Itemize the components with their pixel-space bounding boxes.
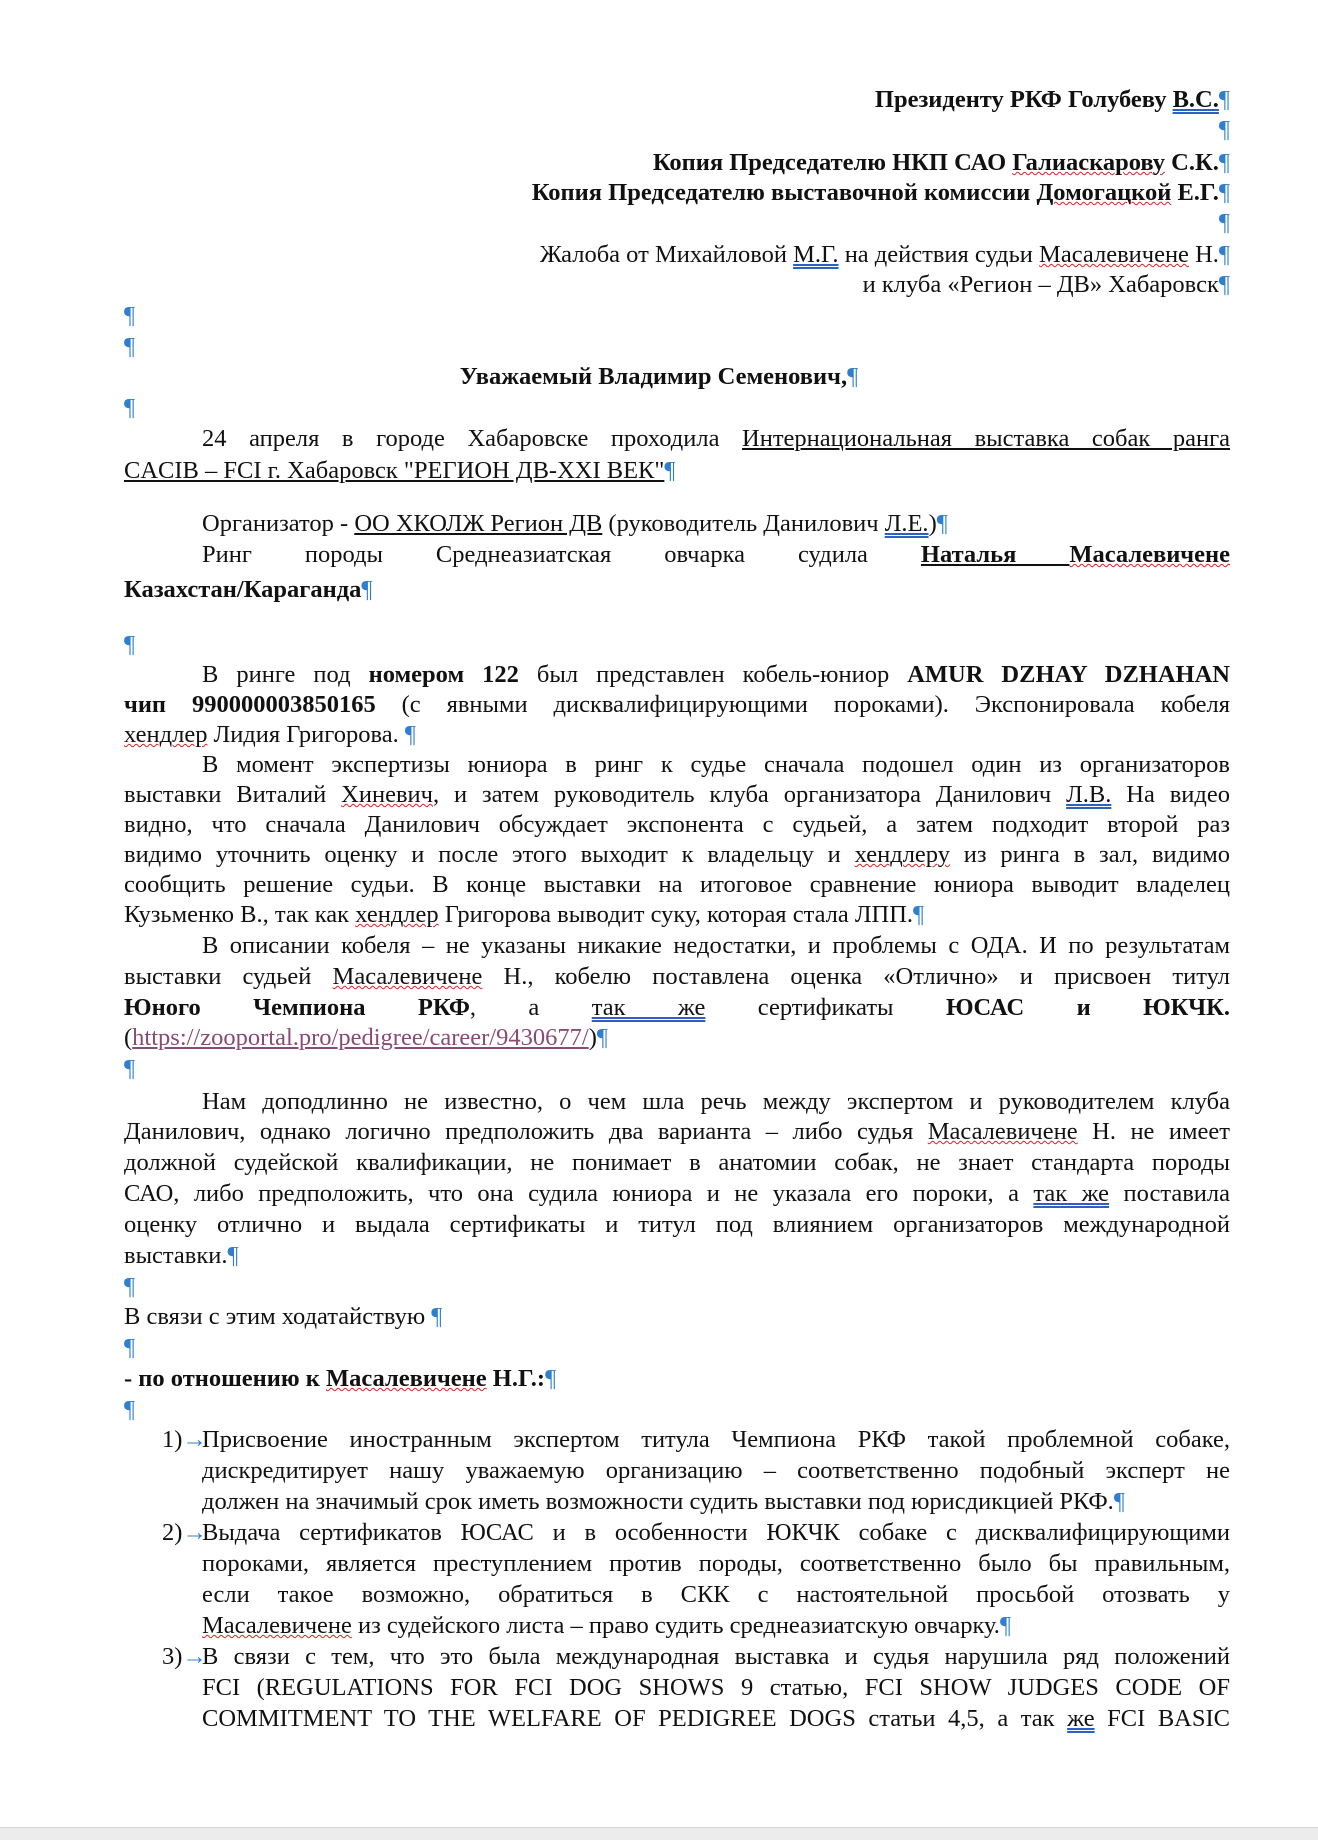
complaint-subject-line2: и клуба «Регион – ДВ» Хабаровск¶ [862, 271, 1230, 298]
zooportal-link[interactable]: https://zooportal.pro/pedigree/career/9430677/ [132, 1024, 589, 1051]
list-item-2-line4: Масалевичене из судейского листа – право судить среднеазиатскую овчарку.¶ [202, 1612, 1012, 1639]
empty-line: ¶ [124, 302, 136, 329]
paragraph-ring-judge-line2: Казахстан/Караганда¶ [124, 576, 373, 603]
greeting: Уважаемый Владимир Семенович,¶ [459, 363, 859, 390]
paragraph-ring-dog-line1: В ринге под номером 122 был представлен кобель-юниор AMUR DZHAY DZHAHAN [202, 661, 1230, 688]
page-bottom-edge [0, 1827, 1318, 1840]
paragraph-ring-judge-line1: Ринг породы Среднеазиатская овчарка судила Наталья Масалевичене [202, 541, 1230, 568]
list-item-2-line2: пороками, является преступлением против породы, соответственно было бы правильным, [202, 1550, 1230, 1577]
paragraph-conclusion-line2: Данилович, однако логично предположить два варианта – либо судья Масалевичене Н. не имеет [124, 1118, 1230, 1145]
list-item-3-line2: FCI (REGULATIONS FOR FCI DOG SHOWS 9 статью, FCI SHOW JUDGES CODE OF [202, 1674, 1230, 1701]
paragraph-expertise-line2: выставки Виталий Хиневич, и затем руководитель клуба организатора Данилович Л.В. На видео [124, 781, 1230, 808]
list-item-3-line1: В связи с тем, что это была международная выставка и судья нарушила ряд положений [202, 1643, 1230, 1670]
complaint-subject: Жалоба от Михайловой М.Г. на действия судьи Масалевичене Н.¶ [539, 241, 1230, 268]
addressee-president: Президенту РКФ Голубеву В.С.¶ [874, 86, 1230, 113]
empty-line: ¶ [124, 631, 136, 658]
list-item-2-line1: Выдача сертификатов ЮСАС и в особенности ЮКЧК собаке с дисквалифицирующими [202, 1519, 1230, 1546]
paragraph-conclusion-line3: должной судейской квалификации, не понимает в анатомии собак, не знает стандарта породы [124, 1149, 1230, 1176]
paragraph-expertise-line5: сообщить решение судьи. В конце выставки на итоговое сравнение юниора выводит владелец [124, 871, 1230, 898]
paragraph-expertise-line1: В момент экспертизы юниора в ринг к судье сначала подошел один из организаторов [202, 751, 1230, 778]
paragraph-description-line3: Юного Чемпиона РКФ, а так же сертификаты ЮСАС и ЮКЧК. [124, 994, 1230, 1021]
copy-addressee-nkp: Копия Председателю НКП САО Галиаскарову С.К.¶ [652, 149, 1230, 176]
list-item-1-line1: Присвоение иностранным экспертом титула Чемпиона РКФ такой проблемной собаке, [202, 1426, 1230, 1453]
empty-line: ¶ [1218, 116, 1230, 143]
list-item-1-line2: дискредитирует нашу уважаемую организацию – соответственно подобный эксперт не [202, 1457, 1230, 1484]
empty-line: ¶ [124, 1396, 136, 1423]
paragraph-description-line4: (https://zooportal.pro/pedigree/career/9430677/)¶ [124, 1024, 608, 1051]
list-item-number: 1)→ [162, 1426, 207, 1453]
empty-line: ¶ [124, 394, 136, 421]
paragraph-expertise-line6: Кузьменко В., так как хендлер Григорова выводит суку, которая стала ЛПП.¶ [124, 901, 925, 928]
paragraph-ring-dog-line2: чип 990000003850165 (с явными дисквалифицирующими пороками). Экспонировала кобеля [124, 691, 1230, 718]
paragraph-conclusion-line6: выставки.¶ [124, 1242, 239, 1269]
paragraph-exhibition-line1: 24 апреля в городе Хабаровске проходила Интернациональная выставка собак ранга [202, 425, 1231, 452]
petition-line: В связи с этим ходатайствую ¶ [124, 1303, 443, 1330]
paragraph-exhibition-line2: CACIB – FCI г. Хабаровск "РЕГИОН ДВ-XXI ВЕК"¶ [124, 457, 676, 484]
list-item-number: 2)→ [162, 1519, 207, 1546]
list-item-3-line3: COMMITMENT TO THE WELFARE OF PEDIGREE DOGS статьи 4,5, а так же FCI BASIC [202, 1705, 1230, 1732]
paragraph-ring-dog-line3: хендлер Лидия Григорова. ¶ [124, 721, 416, 748]
copy-addressee-commission: Копия Председателю выставочной комиссии Домогацкой Е.Г.¶ [531, 179, 1230, 206]
empty-line: ¶ [124, 333, 136, 360]
empty-line: ¶ [124, 1273, 136, 1300]
list-item-1-line3: должен на значимый срок иметь возможности судить выставки под юрисдикцией РКФ.¶ [202, 1488, 1125, 1515]
paragraph-organizer: Организатор - ОО ХКОЛЖ Регион ДВ (руководитель Данилович Л.Е.)¶ [202, 510, 948, 537]
paragraph-expertise-line4: видимо уточнить оценку и после этого выходит к владельцу и хендлеру из ринга в зал, видимо [124, 841, 1230, 868]
paragraph-conclusion-line4: САО, либо предположить, что она судила юниора и не указала его пороки, а так же поставила [124, 1180, 1230, 1207]
empty-line: ¶ [124, 1334, 136, 1361]
regarding-heading: - по отношению к Масалевичене Н.Г.:¶ [124, 1365, 557, 1392]
list-item-2-line3: если такое возможно, обратиться в СКК с настоятельной просьбой отозвать у [202, 1581, 1230, 1608]
empty-line: ¶ [124, 1055, 136, 1082]
paragraph-description-line2: выставки судьей Масалевичене Н., кобелю поставлена оценка «Отлично» и присвоен титул [124, 963, 1231, 990]
list-item-number: 3)→ [162, 1643, 207, 1670]
paragraph-conclusion-line1: Нам доподлинно не известно, о чем шла речь между экспертом и руководителем клуба [202, 1088, 1230, 1115]
paragraph-conclusion-line5: оценку отлично и выдала сертификаты и титул под влиянием организаторов международной [124, 1211, 1230, 1238]
empty-line: ¶ [1218, 209, 1230, 236]
paragraph-description-line1: В описании кобеля – не указаны никакие недостатки, и проблемы с ОДА. И по результатам [202, 932, 1230, 959]
paragraph-expertise-line3: видно, что сначала Данилович обсуждает экспонента с судьей, а затем подходит второй раз [124, 811, 1230, 838]
